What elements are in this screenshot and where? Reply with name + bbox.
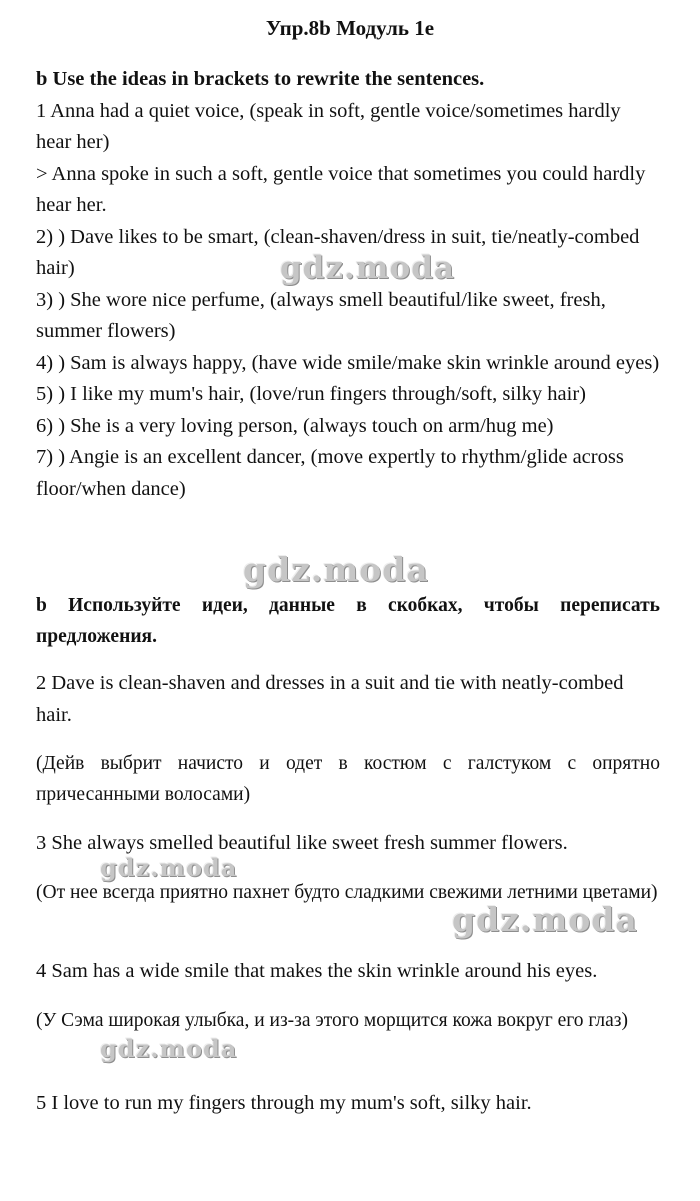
exercise-line: 2) ) Dave likes to be smart, (clean-shaven/dress in suit, tie/neatly-combed hair) — [36, 225, 640, 279]
exercise-heading-ru: b Используйте идеи, данные в скобках, чтобы переписать предложения. — [36, 595, 660, 647]
exercise-line: > Anna spoke in such a soft, gentle voice that sometimes you could hardly hear her. — [36, 162, 646, 216]
exercise-line: 6) ) She is a very loving person, (always touch on arm/hug me) — [36, 414, 554, 437]
answer-en: 3 She always smelled beautiful like sweet fresh summer flowers. — [36, 832, 568, 854]
exercise-line: 3) ) She wore nice perfume, (always smell beautiful/like sweet, fresh, summer flowers) — [36, 288, 606, 342]
watermark: gdz.moda — [280, 250, 455, 286]
exercise-line: 5) ) I like my mum's hair, (love/run fingers through/soft, silky hair) — [36, 383, 587, 405]
answer-en: 2 Dave is clean-shaven and dresses in a suit and tie with neatly-combed hair. — [36, 672, 624, 726]
exercise-line: 7) ) Angie is an excellent dancer, (move expertly to rhythm/glide across floor/when dance) — [36, 446, 624, 500]
watermark: gdz.moda — [243, 550, 429, 589]
watermark: gdz.moda — [452, 900, 638, 939]
page-title: Упр.8b Модуль 1e — [265, 16, 435, 40]
answer-ru: (От нее всегда приятно пахнет будто сладкими свежими летними цветами) — [36, 882, 658, 903]
exercise-heading-en: b Use the ideas in brackets to rewrite the sentences. — [36, 68, 485, 90]
answer-ru: (У Сэма широкая улыбка, и из-за этого морщится кожа вокруг его глаз) — [36, 1010, 629, 1031]
answer-ru: (Дейв выбрит начисто и одет в костюм с галстуком с опрятно причесанными волосами) — [36, 753, 660, 805]
exercise-english — [36, 64, 660, 505]
exercise-line: 1 Anna had a quiet voice, (speak in soft, gentle voice/sometimes hardly hear her) — [36, 99, 621, 153]
watermark: gdz.moda — [100, 1034, 238, 1063]
answer-en: 4 Sam has a wide smile that makes the skin wrinkle around his eyes. — [36, 960, 598, 982]
answer-en: 5 I love to run my fingers through my mum's soft, silky hair. — [36, 1092, 532, 1114]
exercise-line: 4) ) Sam is always happy, (have wide smile/make skin wrinkle around eyes) — [36, 351, 660, 374]
watermark: gdz.moda — [100, 853, 238, 882]
